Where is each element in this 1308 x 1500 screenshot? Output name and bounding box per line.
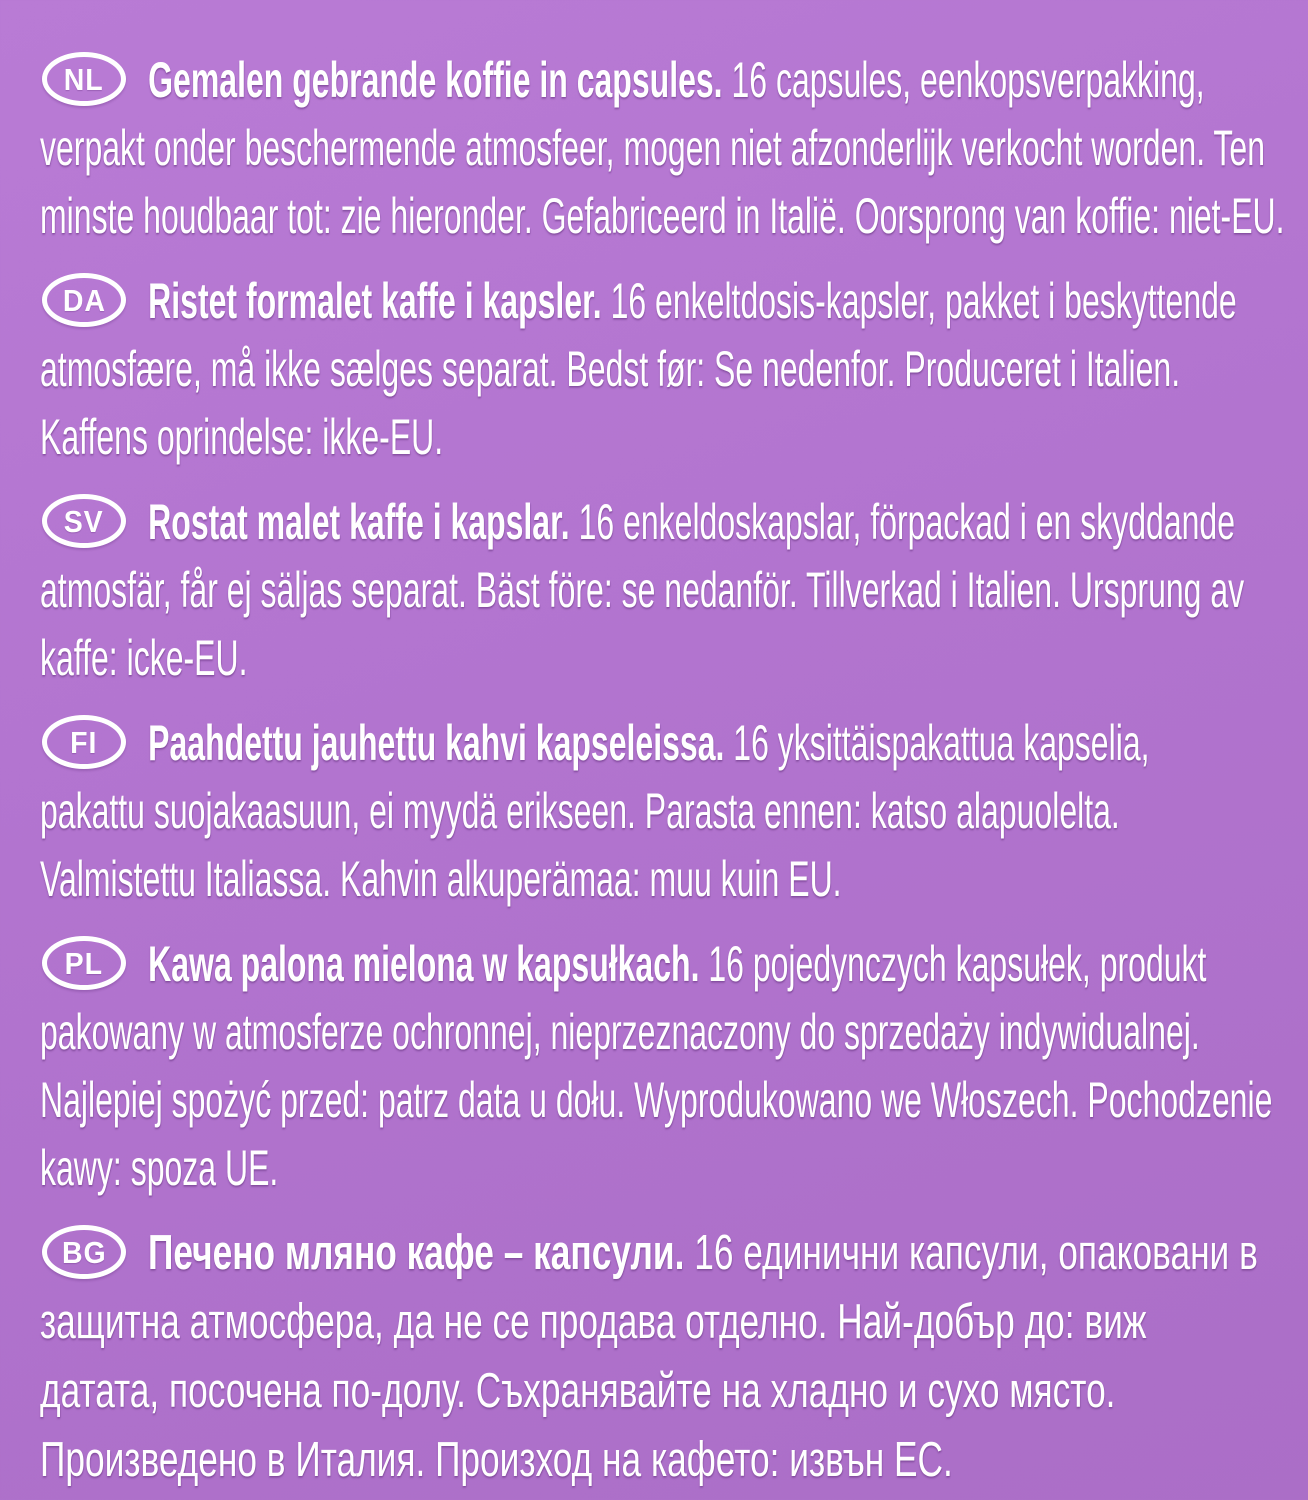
product-name: Ristet formalet kaffe i kapsler. bbox=[148, 273, 602, 329]
label-section-bg bbox=[40, 1219, 1308, 1495]
section-text bbox=[40, 267, 1308, 471]
text-line: Kawa palona mielona w kapsułkach. 16 pojedynczych kapsułek, produkt bbox=[148, 936, 1207, 992]
section-text bbox=[40, 930, 1308, 1202]
product-name: Печено мляно кафе – капсули. bbox=[148, 1226, 685, 1280]
product-name: Rostat malet kaffe i kapslar. bbox=[148, 494, 570, 550]
text-line: датата, посочена по-долу. Съхранявайте на хладно и сухо място. bbox=[40, 1364, 1116, 1418]
product-name: Gemalen gebrande koffie in capsules. bbox=[148, 52, 723, 108]
text-line: Ristet formalet kaffe i kapsler. 16 enkeltdosis-kapsler, pakket i beskyttende bbox=[148, 273, 1237, 329]
language-code: BG bbox=[61, 1234, 107, 1270]
text-line: Najlepiej spożyć przed: patrz data u dołu. Wyprodukowano we Włoszech. Pochodzenie bbox=[40, 1072, 1273, 1128]
label-section-sv bbox=[40, 488, 1308, 692]
text-line: verpakt onder beschermende atmosfeer, mogen niet afzonderlijk verkocht worden. Ten bbox=[40, 120, 1265, 176]
text-line: kawy: spoza UE. bbox=[40, 1140, 279, 1196]
text-line: pakowany w atmosferze ochronnej, nieprzeznaczony do sprzedaży indywidualnej. bbox=[40, 1004, 1200, 1060]
text-line: minste houdbaar tot: zie hieronder. Gefabriceerd in Italië. Oorsprong van koffie: niet-EU. bbox=[40, 188, 1285, 244]
text-line: pakattu suojakaasuun, ei myydä erikseen. Parasta ennen: katso alapuolelta. bbox=[40, 783, 1120, 839]
language-code: NL bbox=[64, 61, 104, 97]
text-line: atmosfære, må ikke sælges separat. Bedst før: Se nedenfor. Produceret i Italien. bbox=[40, 341, 1181, 397]
text-line: Valmistettu Italiassa. Kahvin alkuperämaa: muu kuin EU. bbox=[40, 851, 842, 907]
language-code: SV bbox=[64, 503, 104, 539]
text-line: защитна атмосфера, да не се продава отделно. Най-добър до: виж bbox=[40, 1295, 1147, 1349]
label-section-fi bbox=[40, 709, 1308, 913]
label-section-pl bbox=[40, 930, 1308, 1202]
text-line: Gemalen gebrande koffie in capsules. 16 capsules, eenkopsverpakking, bbox=[148, 52, 1205, 108]
text-line: Печено мляно кафе – капсули. 16 единични капсули, опаковани в bbox=[148, 1226, 1258, 1280]
text-line: Kaffens oprindelse: ikke-EU. bbox=[40, 409, 444, 465]
label-sections bbox=[40, 46, 1308, 1495]
section-text bbox=[40, 709, 1308, 913]
section-text bbox=[40, 488, 1308, 692]
section-text bbox=[40, 1219, 1308, 1495]
label-section-da bbox=[40, 267, 1308, 471]
text-line: Rostat malet kaffe i kapslar. 16 enkeldoskapslar, förpackad i en skyddande bbox=[148, 494, 1236, 550]
language-code: FI bbox=[70, 724, 98, 760]
product-name: Paahdettu jauhettu kahvi kapseleissa. bbox=[148, 715, 725, 771]
label-section-nl bbox=[40, 46, 1308, 250]
language-code: DA bbox=[62, 282, 106, 318]
text-line: kaffe: icke-EU. bbox=[40, 630, 248, 686]
language-code: PL bbox=[64, 945, 104, 981]
text-line: atmosfär, får ej säljas separat. Bäst före: se nedanför. Tillverkad i Italien. Ursprung av bbox=[40, 562, 1245, 618]
text-line: Произведено в Италия. Произход на кафето: извън ЕС. bbox=[40, 1433, 953, 1487]
section-text bbox=[40, 46, 1308, 250]
text-line: Paahdettu jauhettu kahvi kapseleissa. 16 yksittäispakattua kapselia, bbox=[148, 715, 1150, 771]
product-name: Kawa palona mielona w kapsułkach. bbox=[148, 936, 700, 992]
